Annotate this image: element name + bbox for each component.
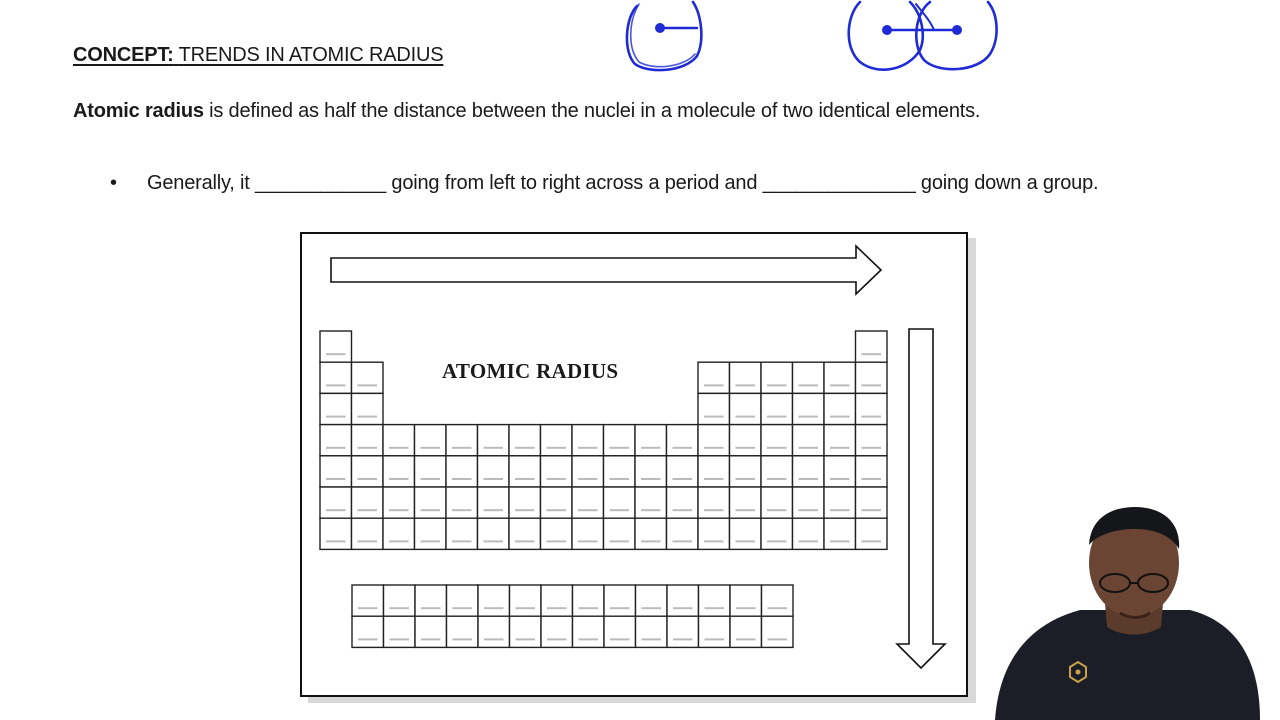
element-cell-faint-text	[767, 540, 787, 542]
element-cell-faint-text	[704, 384, 724, 386]
element-cell-faint-text	[767, 416, 787, 418]
bullet-part-3: going down a group.	[915, 172, 1099, 194]
element-cell-faint-text	[389, 447, 409, 449]
element-cell-faint-text	[799, 384, 819, 386]
element-cell-faint-text	[704, 416, 724, 418]
element-cell	[793, 487, 825, 518]
element-cell	[824, 425, 856, 456]
f-block-cell	[604, 585, 636, 616]
element-cell	[793, 393, 825, 424]
element-cell-faint-text	[421, 447, 441, 449]
element-cell-faint-text	[830, 384, 850, 386]
element-cell-faint-text	[736, 509, 756, 511]
f-block-cell	[384, 616, 416, 647]
element-cell-faint-text	[830, 416, 850, 418]
element-cell	[856, 456, 888, 487]
f-block-cell	[352, 585, 384, 616]
bullet-part-2: going from left to right across a period and	[386, 172, 763, 194]
element-cell	[415, 425, 447, 456]
f-block-cell	[730, 616, 762, 647]
element-cell	[824, 393, 856, 424]
element-cell	[352, 456, 384, 487]
element-cell	[415, 456, 447, 487]
element-cell-faint-text	[862, 509, 882, 511]
element-cell	[415, 487, 447, 518]
f-block-cell	[699, 616, 731, 647]
right-arrow-icon	[331, 246, 881, 294]
f-block-cell	[762, 585, 794, 616]
f-block-cell-faint-text	[705, 607, 725, 609]
element-cell-faint-text	[704, 478, 724, 480]
element-cell	[793, 456, 825, 487]
f-block-cell-faint-text	[390, 638, 410, 640]
element-cell	[478, 487, 510, 518]
element-cell-faint-text	[736, 416, 756, 418]
element-cell-faint-text	[547, 478, 567, 480]
element-cell	[667, 487, 699, 518]
element-cell-faint-text	[452, 509, 472, 511]
element-cell-faint-text	[389, 478, 409, 480]
element-cell-faint-text	[358, 384, 378, 386]
element-cell	[635, 518, 667, 549]
element-cell	[698, 456, 730, 487]
element-cell	[730, 487, 762, 518]
element-cell-faint-text	[830, 478, 850, 480]
element-cell-faint-text	[547, 540, 567, 542]
element-cell	[509, 518, 541, 549]
element-cell	[761, 518, 793, 549]
element-cell-faint-text	[515, 478, 535, 480]
element-cell-faint-text	[862, 416, 882, 418]
element-cell	[446, 425, 478, 456]
element-cell-faint-text	[767, 384, 787, 386]
element-cell	[730, 456, 762, 487]
concept-label: CONCEPT:	[73, 44, 174, 66]
element-cell-faint-text	[547, 447, 567, 449]
element-cell	[698, 518, 730, 549]
element-cell-faint-text	[610, 540, 630, 542]
f-block-cell-faint-text	[673, 638, 693, 640]
element-cell-faint-text	[799, 509, 819, 511]
f-block-cell-faint-text	[421, 607, 441, 609]
element-cell-faint-text	[421, 540, 441, 542]
element-cell	[856, 487, 888, 518]
element-cell-faint-text	[641, 478, 661, 480]
f-block-cell-faint-text	[484, 607, 504, 609]
element-cell	[478, 456, 510, 487]
element-cell	[667, 456, 699, 487]
element-cell-faint-text	[578, 447, 598, 449]
element-cell	[446, 487, 478, 518]
element-cell-faint-text	[484, 478, 504, 480]
element-cell-faint-text	[673, 509, 693, 511]
element-cell-faint-text	[578, 509, 598, 511]
f-block-cell-faint-text	[579, 607, 599, 609]
f-block-cell	[415, 585, 447, 616]
down-arrow-icon	[897, 329, 945, 668]
element-cell-faint-text	[862, 540, 882, 542]
element-cell-faint-text	[484, 447, 504, 449]
element-cell	[824, 362, 856, 393]
definition-term: Atomic radius	[73, 100, 204, 122]
element-cell	[352, 518, 384, 549]
f-block-cell-faint-text	[610, 607, 630, 609]
element-cell	[698, 393, 730, 424]
element-cell-faint-text	[515, 447, 535, 449]
f-block-cell	[636, 585, 668, 616]
element-cell	[572, 456, 604, 487]
element-cell	[320, 456, 352, 487]
element-cell	[635, 425, 667, 456]
element-cell-faint-text	[767, 509, 787, 511]
element-cell	[824, 487, 856, 518]
f-block-cell	[510, 616, 542, 647]
f-block-cell	[730, 585, 762, 616]
f-block-cell-faint-text	[484, 638, 504, 640]
f-block-cell-faint-text	[547, 638, 567, 640]
element-cell-faint-text	[767, 478, 787, 480]
element-cell	[352, 393, 384, 424]
element-cell	[478, 518, 510, 549]
element-cell	[415, 518, 447, 549]
element-cell	[541, 456, 573, 487]
element-cell	[352, 487, 384, 518]
element-cell-faint-text	[484, 509, 504, 511]
f-block-cell-faint-text	[642, 607, 662, 609]
f-block-cell-faint-text	[516, 607, 536, 609]
element-cell	[541, 425, 573, 456]
element-cell-faint-text	[484, 540, 504, 542]
element-cell	[761, 362, 793, 393]
definition-text: is defined as half the distance between the nuclei in a molecule of two identical elements.	[203, 100, 981, 122]
element-cell-faint-text	[799, 416, 819, 418]
f-block-cell	[541, 585, 573, 616]
element-cell	[730, 425, 762, 456]
element-cell	[793, 362, 825, 393]
element-cell	[761, 456, 793, 487]
presenter-video	[985, 505, 1280, 720]
f-block-cell	[699, 585, 731, 616]
element-cell	[320, 487, 352, 518]
element-cell	[698, 425, 730, 456]
element-cell-faint-text	[358, 416, 378, 418]
element-cell	[572, 425, 604, 456]
element-cell	[793, 518, 825, 549]
element-cell	[856, 393, 888, 424]
element-cell-faint-text	[515, 540, 535, 542]
f-block-cell	[762, 616, 794, 647]
f-block-cell	[541, 616, 573, 647]
bullet-dot-icon: •	[110, 172, 117, 194]
element-cell	[478, 425, 510, 456]
element-cell	[446, 518, 478, 549]
element-cell-faint-text	[326, 509, 346, 511]
blank-group-trend: ______________	[762, 172, 916, 194]
element-cell	[667, 425, 699, 456]
element-cell-faint-text	[358, 540, 378, 542]
element-cell-faint-text	[641, 509, 661, 511]
element-cell-faint-text	[610, 509, 630, 511]
f-block-cell	[636, 616, 668, 647]
element-cell-faint-text	[673, 478, 693, 480]
f-block-cell-faint-text	[358, 638, 378, 640]
element-cell-faint-text	[704, 509, 724, 511]
element-cell-faint-text	[610, 447, 630, 449]
element-cell	[761, 487, 793, 518]
element-cell	[604, 487, 636, 518]
element-cell	[383, 425, 415, 456]
f-block-cell-faint-text	[673, 607, 693, 609]
f-block-cell	[415, 616, 447, 647]
f-block-cell	[352, 616, 384, 647]
element-cell	[572, 487, 604, 518]
f-block-cell-faint-text	[705, 638, 725, 640]
element-cell	[320, 393, 352, 424]
element-cell-faint-text	[326, 384, 346, 386]
element-cell-faint-text	[736, 478, 756, 480]
f-block-cell-faint-text	[610, 638, 630, 640]
element-cell-faint-text	[673, 540, 693, 542]
element-cell	[604, 425, 636, 456]
element-cell	[320, 425, 352, 456]
element-cell-faint-text	[736, 540, 756, 542]
f-block-cell-faint-text	[453, 638, 473, 640]
f-block-cell-faint-text	[453, 607, 473, 609]
element-cell	[793, 425, 825, 456]
element-cell-faint-text	[452, 478, 472, 480]
f-block-cell	[510, 585, 542, 616]
f-block-cell	[447, 585, 479, 616]
element-cell	[824, 518, 856, 549]
element-cell-faint-text	[830, 540, 850, 542]
f-block-cell-faint-text	[390, 607, 410, 609]
element-cell	[604, 456, 636, 487]
f-block-cell	[667, 616, 699, 647]
element-cell	[352, 425, 384, 456]
element-cell-faint-text	[641, 540, 661, 542]
element-cell	[635, 487, 667, 518]
element-cell-faint-text	[326, 540, 346, 542]
element-cell-faint-text	[641, 447, 661, 449]
element-cell	[541, 487, 573, 518]
element-cell	[635, 456, 667, 487]
element-cell	[667, 518, 699, 549]
element-cell-faint-text	[736, 384, 756, 386]
f-block-cell	[667, 585, 699, 616]
f-block-cell-faint-text	[736, 607, 756, 609]
element-cell-faint-text	[767, 447, 787, 449]
element-cell	[383, 456, 415, 487]
blank-period-trend: ____________	[254, 172, 387, 194]
element-cell-faint-text	[326, 478, 346, 480]
f-block-cell-faint-text	[768, 607, 788, 609]
f-block-cell-faint-text	[516, 638, 536, 640]
element-cell-faint-text	[578, 540, 598, 542]
element-cell	[856, 425, 888, 456]
element-cell	[352, 362, 384, 393]
element-cell	[572, 518, 604, 549]
concept-topic: TRENDS IN ATOMIC RADIUS	[178, 44, 444, 66]
element-cell-faint-text	[452, 540, 472, 542]
element-cell-faint-text	[862, 447, 882, 449]
element-cell	[383, 518, 415, 549]
element-cell	[509, 487, 541, 518]
f-block-cell-faint-text	[736, 638, 756, 640]
element-cell-faint-text	[326, 416, 346, 418]
element-cell	[761, 425, 793, 456]
element-cell-faint-text	[830, 447, 850, 449]
element-cell-faint-text	[326, 353, 346, 355]
element-cell-faint-text	[862, 353, 882, 355]
element-cell	[509, 456, 541, 487]
element-cell-faint-text	[452, 447, 472, 449]
element-cell	[383, 487, 415, 518]
f-block-cell	[478, 585, 510, 616]
element-cell-faint-text	[326, 447, 346, 449]
element-cell	[856, 331, 888, 362]
f-block-cell	[447, 616, 479, 647]
element-cell-faint-text	[358, 447, 378, 449]
element-cell-faint-text	[736, 447, 756, 449]
element-cell	[320, 518, 352, 549]
element-cell-faint-text	[421, 509, 441, 511]
element-cell-faint-text	[389, 509, 409, 511]
bullet-part-1: Generally, it	[147, 172, 255, 194]
f-block-cell-faint-text	[768, 638, 788, 640]
f-block-cell	[573, 616, 605, 647]
figure-title: ATOMIC RADIUS	[442, 359, 619, 383]
element-cell-faint-text	[704, 540, 724, 542]
element-cell-faint-text	[578, 478, 598, 480]
element-cell	[320, 362, 352, 393]
element-cell-faint-text	[610, 478, 630, 480]
element-cell-faint-text	[862, 478, 882, 480]
element-cell	[320, 331, 352, 362]
element-cell-faint-text	[799, 478, 819, 480]
element-cell	[541, 518, 573, 549]
element-cell	[824, 456, 856, 487]
f-block-cell	[573, 585, 605, 616]
element-cell-faint-text	[799, 447, 819, 449]
f-block-cell-faint-text	[358, 607, 378, 609]
f-block-cell	[604, 616, 636, 647]
element-cell-faint-text	[358, 509, 378, 511]
element-cell	[698, 487, 730, 518]
element-cell	[856, 518, 888, 549]
element-cell	[856, 362, 888, 393]
f-block-cell	[384, 585, 416, 616]
element-cell-faint-text	[799, 540, 819, 542]
f-block-cell-faint-text	[642, 638, 662, 640]
element-cell	[761, 393, 793, 424]
element-cell	[446, 456, 478, 487]
element-cell-faint-text	[389, 540, 409, 542]
element-cell-faint-text	[673, 447, 693, 449]
f-block-cell-faint-text	[547, 607, 567, 609]
element-cell-faint-text	[358, 478, 378, 480]
element-cell	[730, 518, 762, 549]
element-cell	[604, 518, 636, 549]
element-cell	[509, 425, 541, 456]
f-block-cell-faint-text	[579, 638, 599, 640]
element-cell-faint-text	[515, 509, 535, 511]
f-block-cell	[478, 616, 510, 647]
element-cell-faint-text	[830, 509, 850, 511]
element-cell	[730, 362, 762, 393]
f-block-cell-faint-text	[421, 638, 441, 640]
element-cell-faint-text	[704, 447, 724, 449]
element-cell-faint-text	[547, 509, 567, 511]
element-cell	[730, 393, 762, 424]
element-cell-faint-text	[862, 384, 882, 386]
element-cell-faint-text	[421, 478, 441, 480]
element-cell	[698, 362, 730, 393]
